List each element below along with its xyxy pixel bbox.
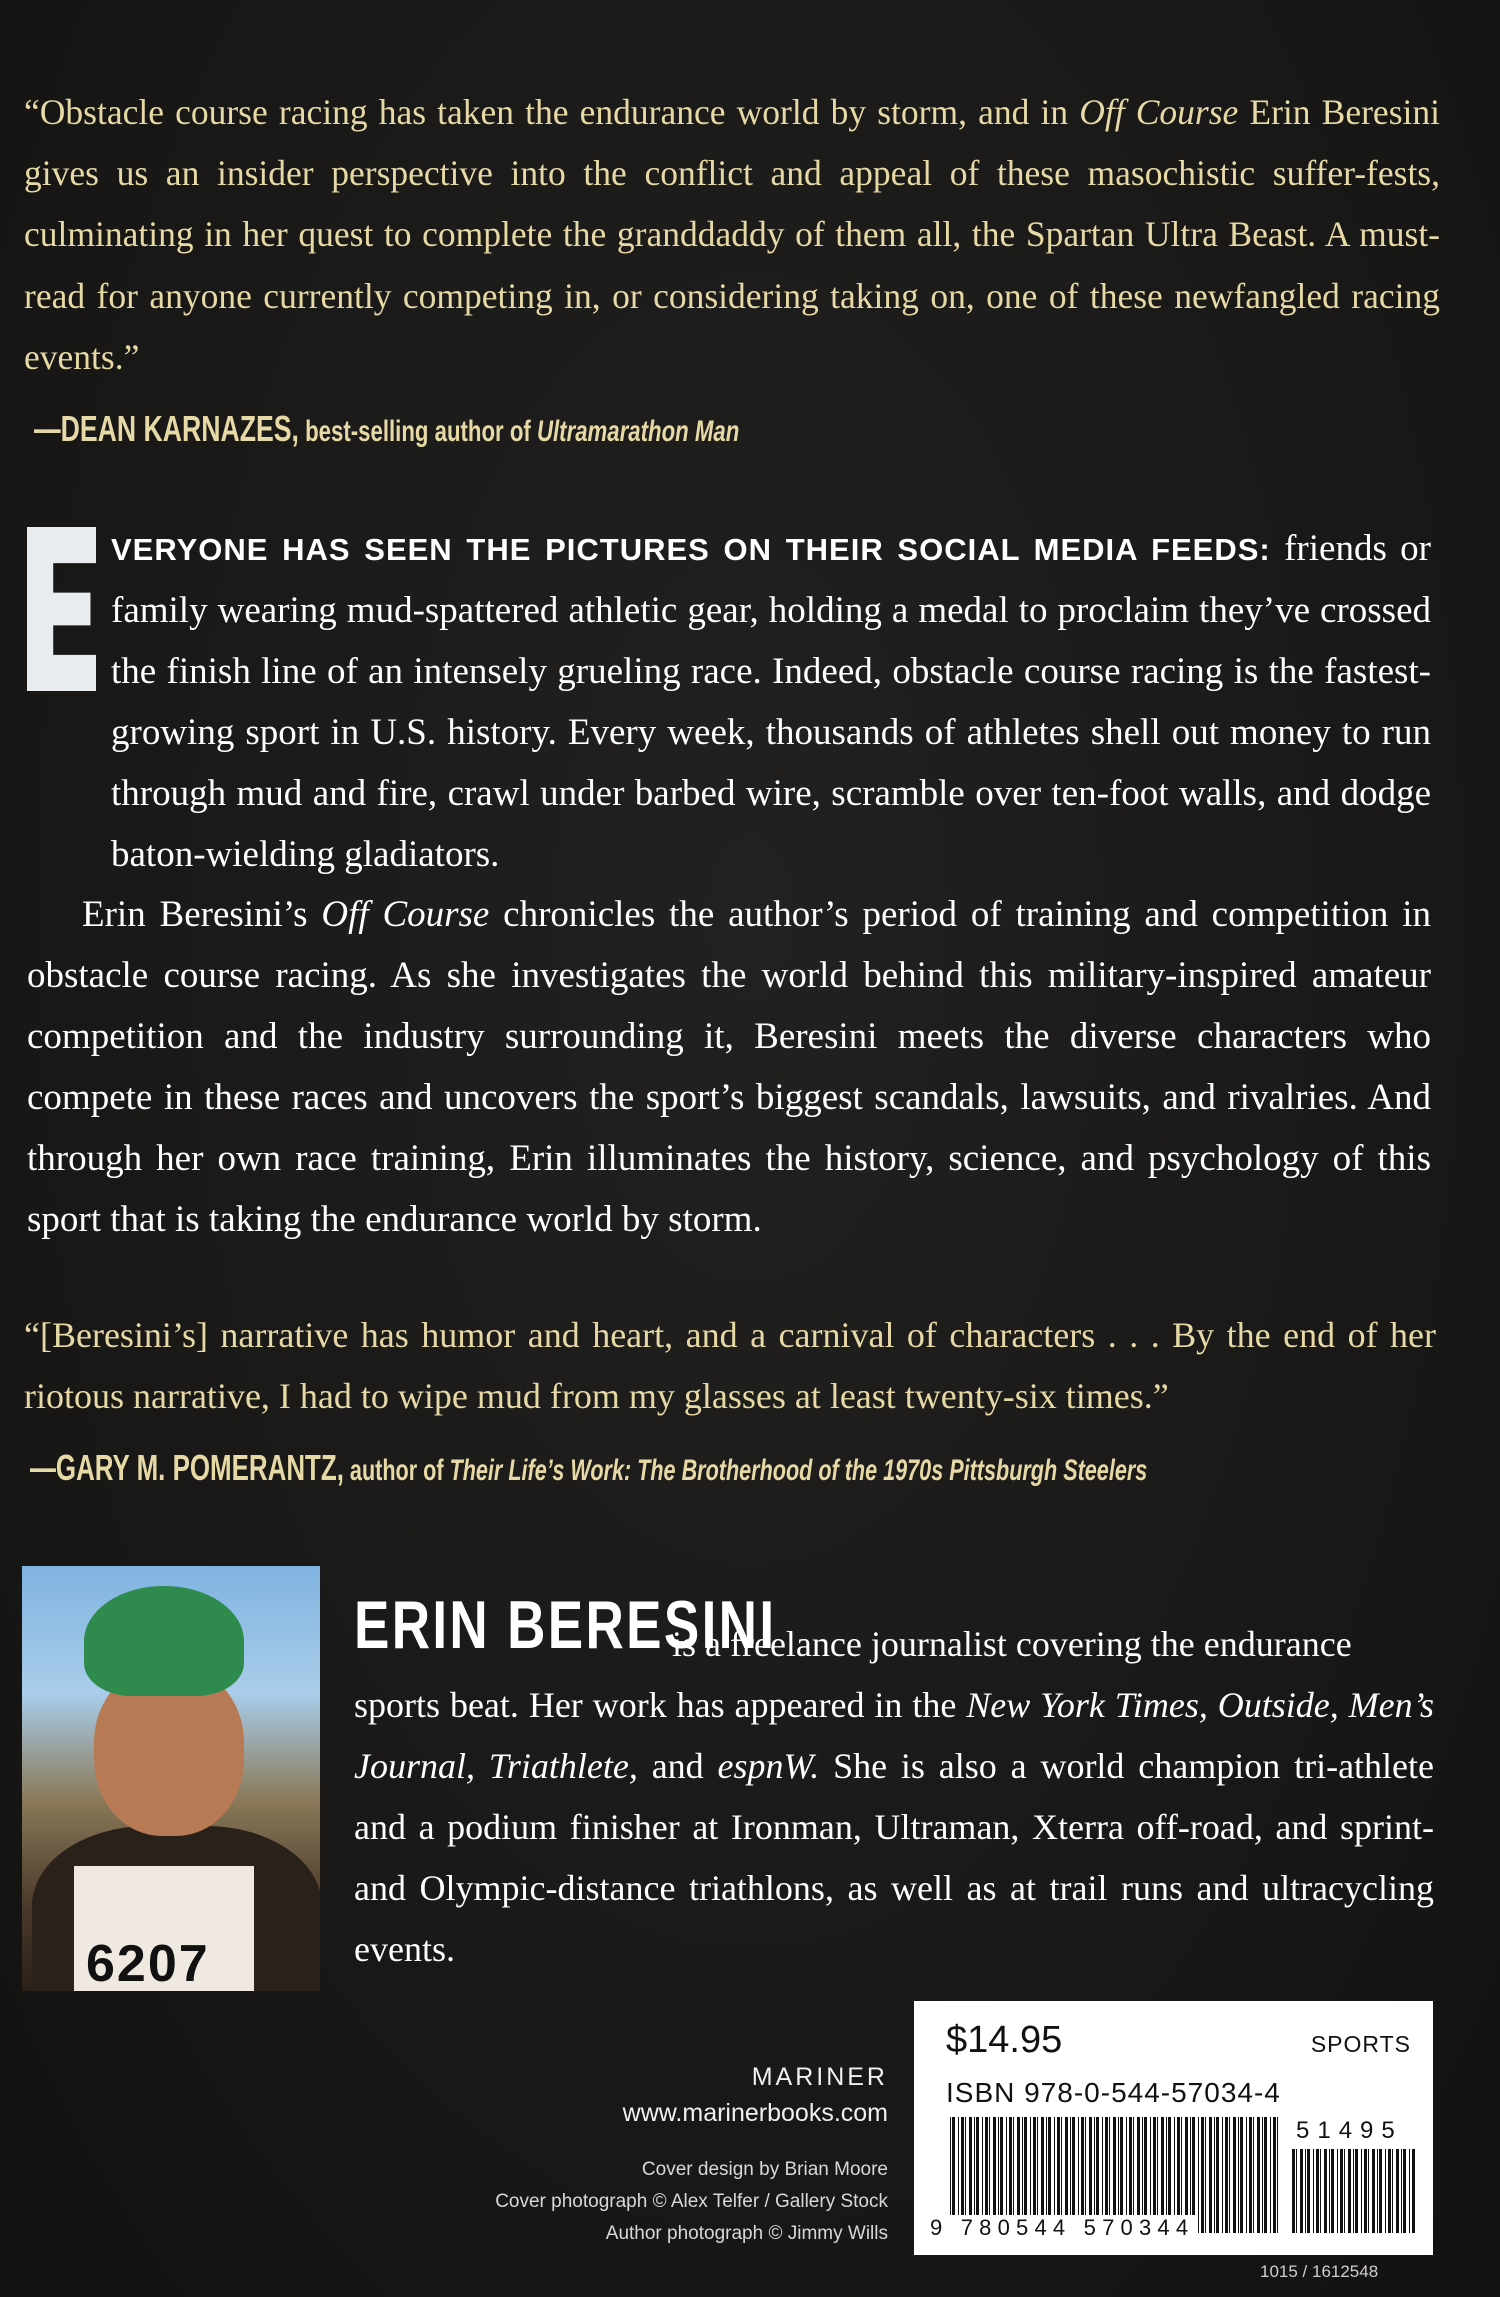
- description-text: friends or family wearing mud-spattered athletic gear, holding a medal to proclaim they’ve crossed the finish line of an intensely grueling race. Indeed, obstacle course racing is the fastest-growing sport in U.S. history. Every week, thousands of athletes shell out money to run through mud and fire, crawl under barbed wire, scramble over ten-foot walls, and dodge baton-wielding gladiators.: [111, 528, 1431, 875]
- barcode-bar: [1355, 2149, 1358, 2233]
- publisher-block: [623, 2058, 888, 2130]
- barcode-bar: [1270, 2117, 1271, 2233]
- addon-barcode: [1292, 2149, 1416, 2233]
- bio-text: sports beat. Her work has appeared in the: [354, 1685, 967, 1725]
- barcode-box: [914, 2001, 1433, 2255]
- attribution-role: best-selling author of: [298, 415, 537, 448]
- barcode-bar: [1238, 2117, 1239, 2233]
- barcode-bar: [1225, 2117, 1228, 2233]
- author-name: ERIN BERESINI: [354, 1587, 777, 1663]
- barcode-bar: [1331, 2149, 1334, 2233]
- barcode-bar: [1257, 2117, 1260, 2233]
- barcode-bar: [1214, 2117, 1215, 2233]
- barcode-bar: [1388, 2149, 1391, 2233]
- barcode-bar: [1201, 2117, 1204, 2233]
- barcode-bar: [1273, 2117, 1276, 2233]
- publisher-url: www.marinerbooks.com: [622, 2099, 888, 2127]
- barcode-bar: [1372, 2149, 1375, 2233]
- isbn: ISBN 978-0-544-57034-4: [946, 2077, 1281, 2108]
- barcode-bar: [1222, 2117, 1223, 2233]
- cover-design-credit: Cover design by Brian Moore: [641, 2159, 888, 2180]
- bio-text: and: [637, 1746, 718, 1786]
- barcode-bar: [1316, 2149, 1319, 2233]
- barcode-bar: [1385, 2149, 1386, 2233]
- price-addon-digits: 51495: [1296, 2117, 1403, 2144]
- publisher-imprint: MARINER: [751, 2063, 888, 2091]
- ean-digits: 9 780544 570344: [930, 2215, 1195, 2240]
- barcode-bar: [1364, 2149, 1367, 2233]
- barcode-bar: [1353, 2149, 1354, 2233]
- barcode-bar: [1262, 2117, 1263, 2233]
- barcode-bar: [1305, 2149, 1306, 2233]
- author-bio: [354, 1675, 1434, 1980]
- barcode-bar: [1324, 2149, 1327, 2233]
- barcode-bar: [1277, 2117, 1278, 2233]
- barcode-bar: [1348, 2149, 1351, 2233]
- book-title: Off Course: [1079, 92, 1239, 132]
- barcode-bar: [1337, 2149, 1338, 2233]
- blurb-quote-1: [24, 82, 1440, 388]
- book-title: Off Course: [321, 894, 490, 935]
- barcode-bar: [1396, 2149, 1399, 2233]
- attribution-book-title: Their Life’s Work: The Brotherhood of the 1970s Pittsburgh Steelers: [449, 1454, 1148, 1487]
- photo-bib-number: 6207: [86, 1935, 210, 1991]
- barcode-bar: [1307, 2149, 1310, 2233]
- description-text: chronicles the author’s period of training and competition in obstacle course racing. As she investigates the world behind this military-inspired amateur competition and the industry surrounding it, Beresini meets the diverse characters who compete in these races and uncovers the sport’s biggest scandals, lawsuits, and rivalries. And through her own race training, Erin illuminates the history, science, and psychology of this sport that is taking the endurance world by storm.: [27, 894, 1431, 1240]
- barcode-bar: [1344, 2149, 1345, 2233]
- barcode-bar: [1401, 2149, 1402, 2233]
- cover-photo-credit: Cover photograph © Alex Telfer / Gallery Stock: [495, 2191, 888, 2212]
- barcode-bar: [1246, 2117, 1247, 2233]
- category: SPORTS: [1310, 2031, 1411, 2057]
- description-lead: VERYONE HAS SEEN THE PICTURES ON THEIR SOCIAL MEDIA FEEDS:: [111, 532, 1271, 567]
- blurb-attribution-1: [34, 408, 739, 450]
- barcode-bar: [1240, 2117, 1243, 2233]
- barcode-bar: [1216, 2117, 1219, 2233]
- attribution-name: —GARY M. POMERANTZ,: [30, 1447, 344, 1488]
- barcode-bar: [1233, 2117, 1236, 2233]
- photo-bandana: [84, 1586, 244, 1696]
- quote-text: Erin Beresini gives us an insider perspective into the conflict and appeal of these masochistic suffer-fests, culminating in her quest to complete the granddaddy of them all, the Spartan Ultra Beast. A must-read for anyone currently competing in, or considering taking on, one of these newfangled racing events.”: [24, 92, 1440, 377]
- barcode-bar: [1229, 2117, 1230, 2233]
- quote-text: “Obstacle course racing has taken the endurance world by storm, and in: [24, 92, 1080, 132]
- barcode-bar: [1198, 2117, 1199, 2233]
- barcode-bar: [1209, 2117, 1212, 2233]
- barcode-bar: [1292, 2149, 1295, 2233]
- author-photo: [22, 1566, 320, 1991]
- barcode-bar: [1412, 2149, 1415, 2233]
- barcode-bar: [1320, 2149, 1321, 2233]
- barcode-bar: [1377, 2149, 1378, 2233]
- barcode-bar: [1205, 2117, 1206, 2233]
- attribution-book-title: Ultramarathon Man: [536, 415, 740, 448]
- bio-text: She is also a world champion tri-athlete and a podium finisher at Ironman, Ultraman, Xterra off-road, and sprint- and Olympic-distance triathlons, as well as at trail runs and ultracycling events.: [354, 1746, 1435, 1969]
- blurb-attribution-2: [30, 1447, 1147, 1489]
- barcode-bar: [1329, 2149, 1330, 2233]
- description-text: Erin Beresini’s: [82, 894, 322, 935]
- price: $14.95: [946, 2019, 1063, 2061]
- author-photo-credit: Author photograph © Jimmy Wills: [605, 2223, 888, 2244]
- barcode-bar: [1361, 2149, 1362, 2233]
- barcode-bar: [1409, 2149, 1410, 2233]
- barcode-bar: [1253, 2117, 1254, 2233]
- barcode-bar: [1403, 2149, 1406, 2233]
- barcode-bar: [1296, 2149, 1297, 2233]
- barcode-bar: [1379, 2149, 1382, 2233]
- author-bio-first-line: is a freelance journalist covering the endurance: [672, 1624, 1352, 1664]
- attribution-role: author of: [343, 1454, 450, 1487]
- bio-publication-espnw: espnW.: [717, 1746, 820, 1786]
- barcode-bar: [1313, 2149, 1314, 2233]
- blurb-quote-2: “[Beresini’s] narrative has humor and heart, and a carnival of characters . . . By the end of her riotous narrative, I had to wipe mud from my glasses at least twenty-six times.”: [24, 1315, 1436, 1416]
- barcode-bar: [1368, 2149, 1369, 2233]
- barcode-bar: [1264, 2117, 1267, 2233]
- barcode-bar: [1249, 2117, 1252, 2233]
- barcode-bar: [1340, 2149, 1343, 2233]
- credits: [495, 2154, 888, 2250]
- print-code: 1015 / 1612548: [1260, 2262, 1379, 2281]
- barcode-bar: [1300, 2149, 1303, 2233]
- description-paragraph-2: [27, 884, 1431, 1250]
- description-paragraph-1: [27, 518, 1431, 885]
- barcode-bar: [1392, 2149, 1393, 2233]
- bio-publications: New York Times, Outside, Men’s Journal, Triathlete,: [354, 1685, 1434, 1786]
- attribution-name: —DEAN KARNAZES,: [34, 408, 299, 449]
